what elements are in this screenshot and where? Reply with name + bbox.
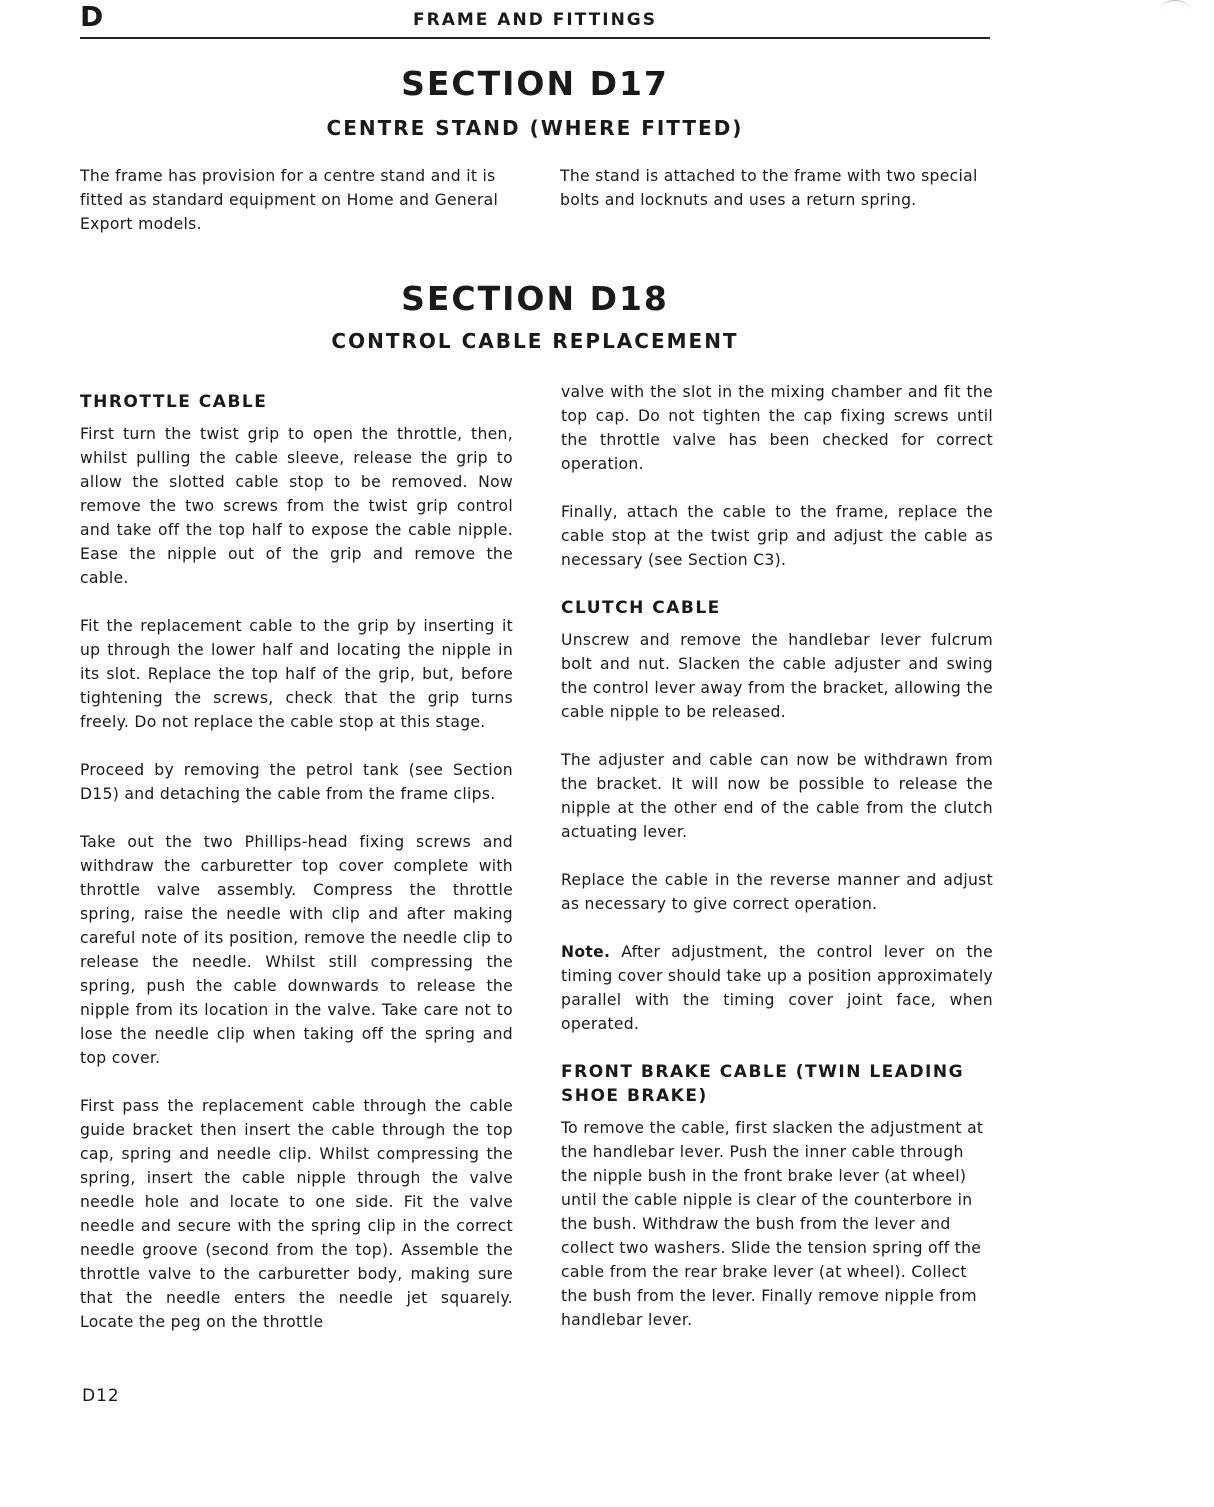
front-brake-cable-heading: FRONT BRAKE CABLE (TWIN LEADING SHOE BRAKE) bbox=[561, 1062, 965, 1106]
section-d17-right-column bbox=[560, 164, 992, 236]
section-d17-subtitle: CENTRE STAND (WHERE FITTED) bbox=[326, 116, 744, 140]
clutch-paragraph-3: Replace the cable in the reverse manner and adjust as necessary to give correct operation. bbox=[561, 871, 993, 913]
d17-right-paragraph: The stand is attached to the frame with two special bolts and locknuts and uses a return spring. bbox=[560, 167, 978, 209]
throttle-paragraph-1: First turn the twist grip to open the throttle, then, whilst pulling the cable sleeve, release the grip to allow the slotted cable stop to be removed. Now remove the two screws from the twist grip control and take off the top half to expose the cable nipple. Ease the nipple out of the grip and remove the cable. bbox=[80, 425, 513, 587]
throttle-paragraph-5: First pass the replacement cable through the cable guide bracket then insert the cable through the top cap, spring and needle clip. Whilst compressing the spring, insert the cable nipple through the valve needle hole and locate to one side. Fit the valve needle and secure with the spring clip in the correct needle groove (second from the top). Assemble the throttle valve to the carburetter body, making sure that the needle enters the needle jet squarely. Locate the peg on the throttle bbox=[80, 1097, 513, 1331]
front-brake-paragraph: To remove the cable, first slacken the adjustment at the handlebar lever. Push the inner cable through the nipple bush in the front brake lever (at wheel) until the cable nipple is clear of the counterbore in the bush. Withdraw the bush from the lever and collect two washers. Slide the tension spring off the cable from the rear brake lever (at wheel). Collect the bush from the lever. Finally remove nipple from handlebar lever. bbox=[561, 1119, 984, 1329]
note-paragraph bbox=[561, 940, 993, 1036]
d17-left-paragraph: The frame has provision for a centre stand and it is fitted as standard equipment on Home and General Export models. bbox=[80, 167, 499, 233]
throttle-paragraph-4: Take out the two Phillips-head fixing screws and withdraw the carburetter top cover complete with throttle valve assembly. Compress the throttle spring, raise the needle with clip and after making careful note of its position, remove the needle clip to release the needle. Whilst still compressing the spring, push the cable downwards to release the nipple from its location in the valve. Take care not to lose the needle clip when taking off the spring and top cover. bbox=[80, 833, 513, 1067]
header-rule bbox=[80, 37, 990, 39]
clutch-paragraph-1: Unscrew and remove the handlebar lever fulcrum bolt and nut. Slacken the cable adjuster and swing the control lever away from the bracket, allowing the cable nipple to be released. bbox=[561, 631, 993, 721]
section-d17-left-column bbox=[80, 164, 510, 260]
clutch-paragraph-2: The adjuster and cable can now be withdrawn from the bracket. It will now be possible to release the nipple at the other end of the cable from the clutch actuating lever. bbox=[561, 751, 993, 841]
page-number: D12 bbox=[82, 1386, 120, 1406]
section-d18-left-column bbox=[80, 390, 513, 1358]
chapter-letter: D bbox=[80, 0, 105, 33]
throttle-paragraph-6: valve with the slot in the mixing chamber and fit the top cap. Do not tighten the cap fixing screws until the throttle valve has been checked for correct operation. bbox=[561, 383, 993, 473]
section-d18-right-column bbox=[561, 380, 993, 1356]
throttle-paragraph-3: Proceed by removing the petrol tank (see Section D15) and detaching the cable from the frame clips. bbox=[80, 761, 513, 803]
throttle-paragraph-2: Fit the replacement cable to the grip by inserting it up through the lower half and locating the nipple in its slot. Replace the top half of the grip, but, before tightening the screws, check that the grip turns freely. Do not replace the cable stop at this stage. bbox=[80, 617, 513, 731]
throttle-cable-heading: THROTTLE CABLE bbox=[80, 392, 268, 412]
section-d17-title: SECTION D17 bbox=[401, 64, 669, 103]
note-label: Note. bbox=[561, 943, 611, 961]
throttle-paragraph-7: Finally, attach the cable to the frame, replace the cable stop at the twist grip and adjust the cable as necessary (see Section C3). bbox=[561, 503, 993, 569]
clutch-cable-heading: CLUTCH CABLE bbox=[561, 598, 721, 618]
section-d18-subtitle: CONTROL CABLE REPLACEMENT bbox=[331, 329, 739, 353]
scan-edge-mark bbox=[1160, 0, 1190, 21]
chapter-title: FRAME AND FITTINGS bbox=[413, 10, 657, 30]
note-text: After adjustment, the control lever on the timing cover should take up a position approximately parallel with the timing cover joint face, when operated. bbox=[561, 943, 993, 1033]
section-d18-title: SECTION D18 bbox=[401, 279, 669, 318]
